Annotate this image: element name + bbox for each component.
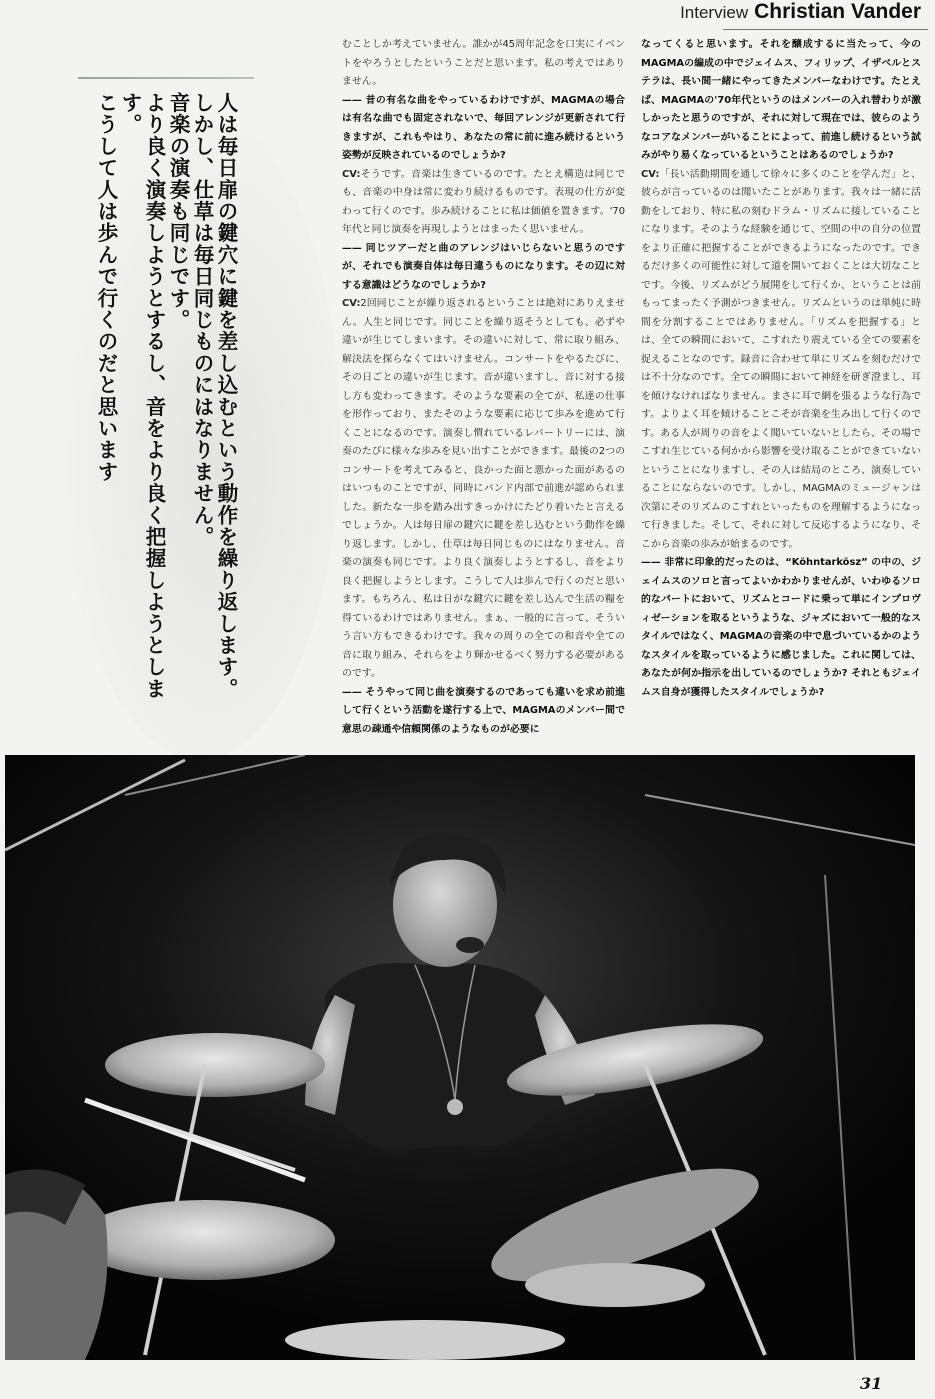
paragraph-text: —— そうやって同じ曲を演奏するのであっても違いを求め前進して行くという活動を遂行する上で、MAGMAのメンバー間で意思の疎通や信頼関係のようなものが必要に xyxy=(342,686,625,735)
paragraph-text: —— 非常に印象的だったのは、“Köhntarkösz” の中の、ジェイムスのソロと言ってよいかわかりませんが、いわゆるソロ的なパートにおいて、リズムとコードに乗って単にインプロヴィゼーションを取るというような、ジャズにおいて一般的なスタイルではなく、MAGMAの音楽の中で息づいているかのようなスタイルを取っているように感じました。これに関しては、あなたが何か指示を出しているのでしょうか? それともジェイムス自身が獲得したスタイルでしょうか? xyxy=(641,557,921,698)
paragraph-text: —— 昔の有名な曲をやっているわけですが、MAGMAの場合は有名な曲でも固定されないで、毎回アレンジが更新されて行きますが、これもやはり、あなたの常に前に進み続けるという姿勢が反映されているのでしょうか? xyxy=(342,94,625,161)
pull-quote-line: より良く演奏しようとするし、音をより良く把握しようとします。 xyxy=(118,92,166,700)
concert-photo-drummer xyxy=(5,755,915,1360)
interviewer-question xyxy=(641,36,921,166)
paragraph-text: むことしか考えていません。誰かが45周年記念を口実にイベントをやろうとしたということだと思います。私の考えではありません。 xyxy=(342,39,625,87)
interviewee-answer xyxy=(641,166,921,555)
speaker-label: CV: xyxy=(342,168,361,180)
article-column-1 xyxy=(342,36,625,739)
paragraph-text: なってくると思います。それを醸成するに当たって、今のMAGMAの編成の中でジェイムス、フィリップ、イザベルとステラは、長い間一緒にやってきたメンバーなわけです。たとえば、MAGMAの'70年代というのはメンバーの入れ替わりが激しかったと思うのですが、それに対して現在では、彼らのようなコアなメンバーがいることによって、前進し続けるという試みがやり易くなっているということはあるのでしょうか? xyxy=(641,39,921,161)
header-kicker: Interview xyxy=(680,3,749,22)
pull-quote xyxy=(94,92,238,737)
header-rule xyxy=(723,29,928,30)
page-number: 31 xyxy=(860,1374,883,1393)
pull-quote-line: こうして人は歩んで行くのだと思います xyxy=(94,92,118,483)
interviewer-question xyxy=(641,554,921,702)
paragraph-text: そうです。音楽は生きているのです。たとえ構造は同じでも、音楽の中身は常に変わり続けるものです。表現の仕方が変わって行くのです。歩み続けることに私は価値を置きます。'70年代と同じ演奏を再現しようとはまったく思いません。 xyxy=(342,168,625,235)
speaker-label: CV: xyxy=(342,298,361,309)
paragraph-text: 2回同じことが繰り返されるということは絶対にありえません。人生と同じです。同じことを繰り返そうとしても、必ずや違いが生じてしまいます。その違いに対して、常に取り組み、解決法を探らなくてはいけません。コンサートをやるたびに、その日ごとの違いが生じます。音が違いますし、音に対する接し方も変わってきます。そのような要素の全てが、私達の仕事を形作っており、またそのような要素に応じて歩みを進めて行くことになるのです。演奏し慣れているレパートリーには、演奏のたびに様々な歩みを見い出すことができます。最後の2つのコンサートを考えてみると、良かった面と悪かった面があるのはいつものことですが、同時にバンド内部で前進が認められました。新たな一歩を踏み出すきっかけにたどり着いたと言えるでしょうか。人は毎日扉の鍵穴に鍵を差し込むという動作を繰り返します。しかし、仕草は毎日同じものにはなりません。音楽の演奏も同じです。より良く演奏しようとするし、音をより良く把握しようとします。こうして人は歩んで行くのだと思います。もちろん、私は日がな鍵穴に鍵を差し込んで生活の糧を得ているわけではありません。まぁ、一般的に言って、そういう言い方もできるわけです。我々の周りの全ての和音や全ての音に取り組み、それらをより輝かせるべく努力する必要があるのです。 xyxy=(342,298,625,679)
pull-quote-rule xyxy=(78,77,254,79)
header-subject-name: Christian Vander xyxy=(754,0,921,23)
interviewee-answer xyxy=(342,295,625,684)
running-header xyxy=(680,0,921,26)
interviewer-question xyxy=(342,240,625,296)
pull-quote-line: 人は毎日扉の鍵穴に鍵を差し込むという動作を繰り返します。 xyxy=(214,92,238,700)
paragraph-text: —— 同じツアーだと曲のアレンジはいじらないと思うのですが、それでも演奏自体は毎日違うものになります。その辺に対する意識はどうなのでしょうか? xyxy=(342,242,625,291)
interviewee-answer xyxy=(342,36,625,92)
pull-quote-line: しかし、仕草は毎日同じものにはなりません。 xyxy=(190,92,214,548)
interviewer-question xyxy=(342,684,625,740)
article-column-2 xyxy=(641,36,921,702)
pull-quote-line: 音楽の演奏も同じです。 xyxy=(166,92,190,331)
speaker-label: CV: xyxy=(641,168,660,180)
paragraph-text: 「長い活動期間を通して徐々に多くのことを学んだ」と、彼らが言っているのは聞いたことがあります。我々は一緒に活動をしており、特に私の刻むドラム・リズムに接していることになります。そのような経験を通じて、空間の中の自分の位置をより正確に把握することができるようになったのです。できるだけ多くの可能性に対して道を開いておくことは大切なことです。今後、リズムがどう展開をして行くか、ということは前もってまったく予測がつきません。リズムというのは単純に時間を分割することではありません。「リズムを把握する」とは、全ての瞬間において、こすれたり震えている全ての要素を捉えることなのです。録音に合わせて単にリズムを刻むだけでは不十分なのです。全ての瞬間において神経を研ぎ澄まし、耳を傾けなければなりません。まさに耳で網を張るような行為です。よりよく耳を傾けることこそが音楽を生み出して行くのです。ある人が周りの音をよく聞いていないとしたら、その場でこすれ生じている何かから影響を受け取ることができていないということになりますし、その人は結局のところ、演奏していることにならないのです。しかし、MAGMAのミュージャンは次第にそのリズムのこすれといったものを理解するようになって行きました。そして、それに対して反応するようになり、そこから音楽の歩みが始まるのです。 xyxy=(641,168,921,550)
interviewee-answer xyxy=(342,166,625,240)
interviewer-question xyxy=(342,92,625,166)
